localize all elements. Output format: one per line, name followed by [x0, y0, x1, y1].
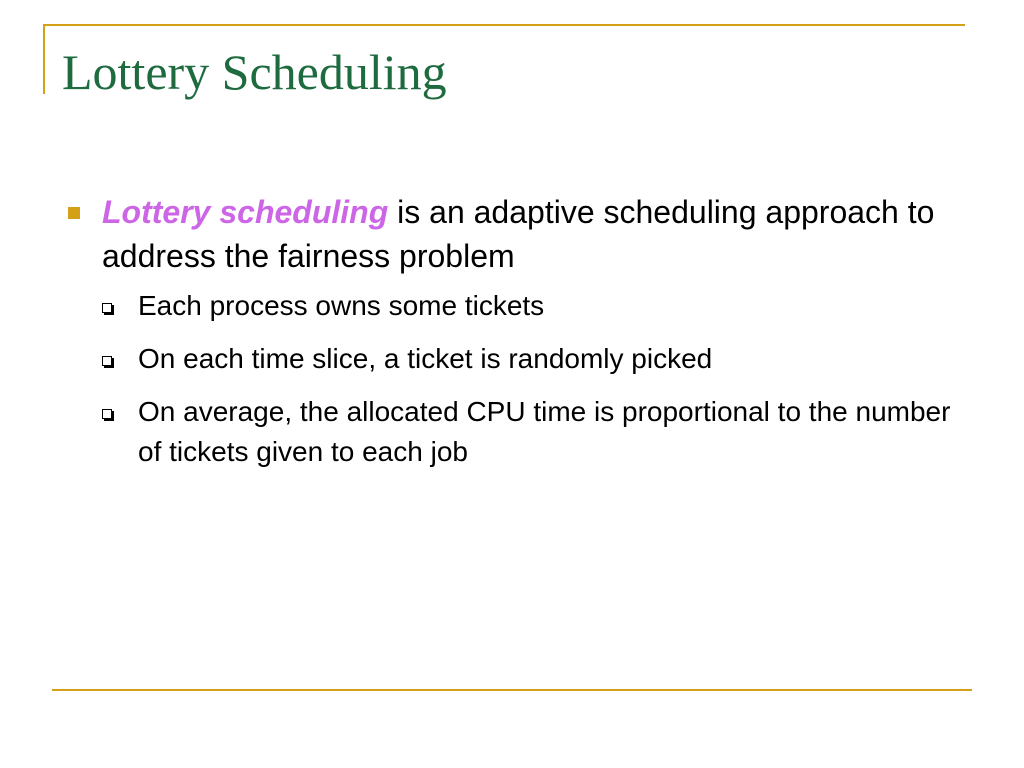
main-bullet-item — [62, 190, 962, 278]
slide-title: Lottery Scheduling — [62, 44, 447, 100]
hollow-square-bullet-icon — [102, 409, 112, 419]
emphasized-term: Lottery scheduling — [102, 194, 389, 230]
square-bullet-icon — [68, 207, 80, 219]
sub-bullet-list — [62, 286, 962, 472]
hollow-square-bullet-icon — [102, 356, 112, 366]
footer-rule — [52, 689, 972, 691]
slide-body — [62, 190, 962, 485]
sub-bullet-text: On each time slice, a ticket is randomly picked — [138, 343, 713, 374]
frame-left-rule — [43, 24, 45, 94]
sub-bullet-item — [62, 286, 958, 326]
sub-bullet-text: On average, the allocated CPU time is proportional to the number of tickets given to each job — [138, 396, 951, 467]
main-bullet-text: is an adaptive scheduling approach to address the fairness problem — [102, 194, 935, 274]
hollow-square-bullet-icon — [102, 303, 112, 313]
sub-bullet-item — [62, 392, 958, 472]
sub-bullet-text: Each process owns some tickets — [138, 290, 545, 321]
frame-top-rule — [43, 24, 965, 26]
sub-bullet-item — [62, 339, 958, 379]
